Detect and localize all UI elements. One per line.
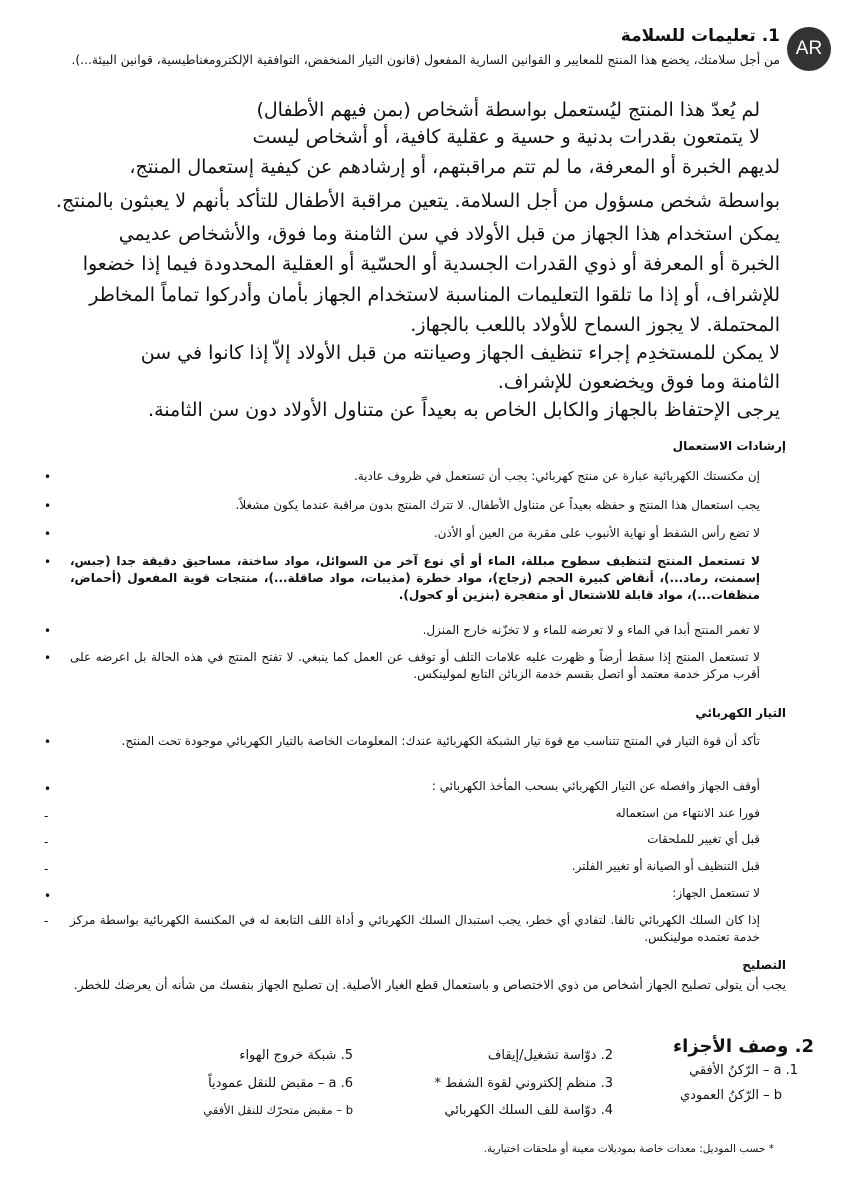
bullet-marker: • xyxy=(44,527,52,541)
dash-marker: - xyxy=(44,809,49,823)
usage-item: لا تغمر المنتج أبدا في الماء و لا تعرضه للماء و لا تخزّنه خارج المنزل. xyxy=(422,623,760,637)
bullet-marker: • xyxy=(44,782,52,796)
power-item: فورا عند الانتهاء من استعماله xyxy=(615,806,760,820)
bullet-marker: • xyxy=(44,470,52,484)
safety-line: يرجى الإحتفاظ بالجهاز والكابل الخاص به بعيداً عن متناول الأولاد دون سن الثامنة. xyxy=(148,399,780,421)
usage-item: لا تضع رأس الشفط أو نهاية الأنبوب على مقربة من العين أو الأذن. xyxy=(433,526,760,540)
power-item: قبل التنظيف أو الصيانة أو تغيير الفلتر. xyxy=(571,859,760,873)
dash-marker: - xyxy=(44,835,49,849)
power-heading: التيار الكهربائي xyxy=(695,706,786,720)
usage-item: يجب استعمال هذا المنتج و حفظه بعيداً عن متناول الأطفال. لا تترك المنتج بدون مراقبة عندما يكون مشغلاً. xyxy=(235,498,760,512)
part-label: a .1 – الرّكنُ الأفقي xyxy=(689,1063,798,1078)
part-label: 3. منظم إلكتروني لقوة الشفط * xyxy=(434,1076,613,1091)
safety-line: الخبرة أو المعرفة أو ذوي القدرات الجسدية أو الحسّية أو العقلية المحدودة فيما إذا خضعوا xyxy=(82,253,780,275)
safety-intro: من أجل سلامتك، يخضع هذا المنتج للمعايير و القوانين السارية المفعول (قانون التيار المنخفض، التوافقية الإلكترومغناطيسية، قوانين البيئة...). xyxy=(71,53,780,67)
bullet-marker: • xyxy=(44,735,52,749)
repair-heading: التصليح xyxy=(742,958,786,972)
usage-item: إن مكنستك الكهربائية عبارة عن منتج كهربائي: يجب أن تستعمل في ظروف عادية. xyxy=(353,469,760,483)
safety-line: بواسطة شخص مسؤول من أجل السلامة. يتعين مراقبة الأطفال للتأكد بأنهم لا يعبثون بالمنتج. xyxy=(55,190,780,212)
power-item: لا تستعمل الجهاز: xyxy=(672,886,760,900)
power-item: أوقف الجهاز وافصله عن التيار الكهربائي بسحب المأخذ الكهربائي : xyxy=(431,779,760,793)
usage-item: لا تستعمل المنتج إذا سقط أرضاً و ظهرت عليه علامات التلف أو توقف عن العمل كما ينبغي. لا تفتح المنتج في هذه الحالة بل اعرضه على أقرب مركز خدمة معتمد أو اتصل بقسم خدمة الزبائن التابع لمولينكس. xyxy=(70,650,760,681)
part-label: b – الرّكنُ العمودي xyxy=(679,1088,782,1103)
part-label: 2. دوّاسة تشغيل/إيقاف xyxy=(487,1048,613,1063)
safety-line: لا يتمتعون بقدرات بدنية و حسية و عقلية كافية، أو أشخاص ليست xyxy=(252,126,760,148)
bullet-marker: • xyxy=(44,624,52,638)
safety-line: للإشراف، أو إذا ما تلقوا التعليمات المناسبة لاستخدام الجهاز بأمان وأدركوا تماماً المخاطر xyxy=(89,284,780,306)
model-footnote: * حسب الموديل: معدات خاصة بموديلات معينة أو ملحقات اختيارية. xyxy=(483,1143,774,1155)
bullet-marker: • xyxy=(44,651,52,665)
part-label: a .6 – مقبض للنقل عمودياً xyxy=(208,1076,353,1091)
dash-marker: - xyxy=(44,914,49,928)
power-item: قبل أي تغيير للملحقات xyxy=(647,832,760,846)
dash-marker: - xyxy=(44,862,49,876)
power-item: إذا كان السلك الكهربائي تالفا. لتفادي أي خطر، يجب استبدال السلك الكهربائي و أداة اللف التابعة له في المكنسة الكهربائية بواسطة مركز خدمة تعتمده مولينكس. xyxy=(70,913,760,944)
parts-title: 2. وصف الأجزاء xyxy=(672,1036,814,1057)
safety-line: لا يمكن للمستخدِم إجراء تنظيف الجهاز وصيانته من قبل الأولاد إلاّ إذا كانوا في سن xyxy=(140,342,780,364)
safety-title: 1. تعليمات للسلامة xyxy=(620,26,780,46)
safety-line: لديهم الخبرة أو المعرفة، ما لم تتم مراقبتهم، أو إرشادهم عن كيفية إستعمال المنتج، xyxy=(129,156,780,178)
power-item: تأكد أن قوة التيار في المنتج تتناسب مع قوة تيار الشبكة الكهربائية عندك: المعلومات الخاصة بالتيار الكهربائي موجودة تحت المنتج. xyxy=(121,734,760,748)
part-label: 5. شبكة خروج الهواء xyxy=(239,1048,353,1063)
safety-line: الثامنة وما فوق ويخضعون للإشراف. xyxy=(497,371,780,393)
part-label: b – مقبض متحرّك للنقل الأفقي xyxy=(203,1103,353,1117)
usage-item: لا تستعمل المنتج لتنظيف سطوح مبللة، الماء أو أي نوع آخر من السوائل، مواد ساخنة، مساحيق دقيقة جدا (جبس، إسمنت، رماد...)، أنقاض كبيرة الحجم (زجاج)، مواد خطرة (مذيبات، مواد صاقلة...)، منتجات قوية المفعول (أحماض، منظفات...)، مواد قابلة للاشتعال أو متفجرة (بنزين أو كحول). xyxy=(70,554,760,602)
language-badge: AR xyxy=(787,27,831,71)
safety-line: المحتملة. لا يجوز السماح للأولاد باللعب بالجهاز. xyxy=(410,314,780,336)
bullet-marker: • xyxy=(44,889,52,903)
safety-line: يمكن استخدام هذا الجهاز من قبل الأولاد في سن الثامنة وما فوق، والأشخاص عديمي xyxy=(118,223,780,245)
repair-text: يجب أن يتولى تصليح الجهاز أشخاص من ذوي الاختصاص و باستعمال قطع الغيار الأصلية. إن تصليح الجهاز بنفسك من شأنه أن يعرضك للخطر. xyxy=(73,978,786,992)
usage-heading: إرشادات الاستعمال xyxy=(672,439,786,453)
bullet-marker: • xyxy=(44,555,52,569)
safety-line: لم يُعدّ هذا المنتج ليُستعمل بواسطة أشخاص (بمن فيهم الأطفال) xyxy=(256,99,760,121)
bullet-marker: • xyxy=(44,499,52,513)
part-label: 4. دوّاسة للف السلك الكهربائي xyxy=(444,1103,613,1118)
